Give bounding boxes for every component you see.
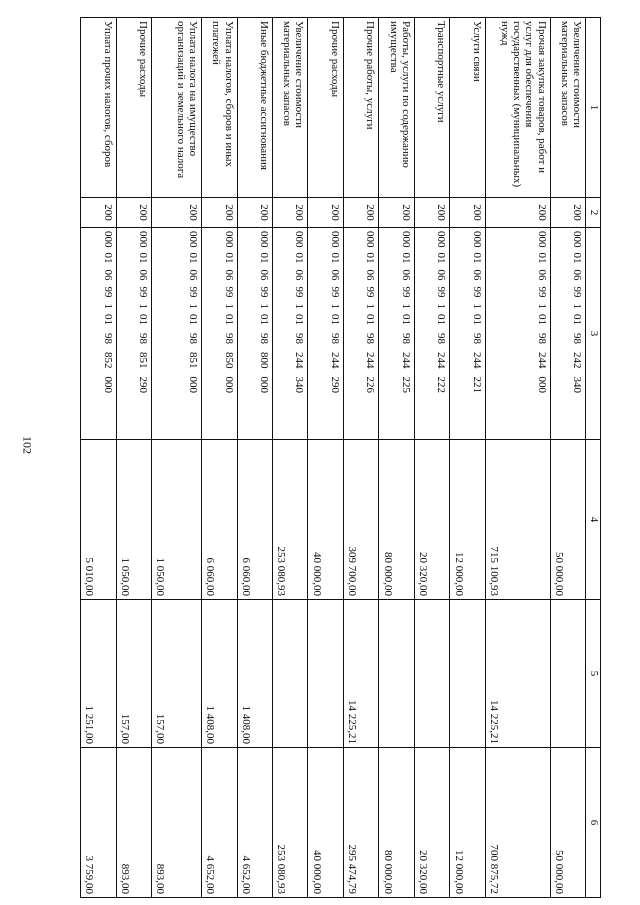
code-segment: 01 <box>187 252 200 264</box>
code-segment: 290 <box>328 376 341 393</box>
code-segment: 01 <box>222 252 235 264</box>
code-segment: 06 <box>364 269 377 281</box>
code-segment: 000 <box>470 231 483 248</box>
code-segment: 01 <box>364 252 377 264</box>
row-approved-amount: 1 050,00 <box>152 440 202 600</box>
code-segment: 000 <box>535 376 548 393</box>
code-segment: 244 <box>364 352 377 369</box>
code-segment: 06 <box>137 269 150 281</box>
row-executed-amount: 1 251,00 <box>81 600 117 748</box>
row-executed-amount <box>414 600 449 748</box>
row-line-code: 200 <box>202 198 237 228</box>
code-segment: 01 <box>535 252 548 264</box>
code-segment: 06 <box>571 269 583 281</box>
code-segment: 06 <box>101 269 114 281</box>
table-row <box>485 18 550 898</box>
row-budget-code <box>273 228 308 440</box>
code-segment: 98 <box>364 333 377 344</box>
row-remaining-amount: 50 000,00 <box>550 748 585 898</box>
row-name: Услуги связи <box>450 18 485 198</box>
header-row <box>586 18 601 898</box>
code-segment: 01 <box>101 314 114 325</box>
row-name: Прочие работы, услуги <box>343 18 378 198</box>
code-segment: 000 <box>258 231 271 248</box>
row-executed-amount <box>308 600 343 748</box>
code-segment: 01 <box>328 252 341 264</box>
row-name: Работы, услуги по содержанию имущества <box>379 18 414 198</box>
row-line-code: 200 <box>550 198 585 228</box>
code-segment: 1 <box>535 303 548 309</box>
code-segment: 852 <box>101 352 114 369</box>
code-segment: 01 <box>571 314 583 325</box>
row-remaining-amount: 700 875,72 <box>485 748 550 898</box>
row-name: Увеличение стоимости материальных запасов <box>550 18 585 198</box>
row-executed-amount: 1 408,00 <box>237 600 272 748</box>
row-budget-code <box>308 228 343 440</box>
code-segment: 244 <box>399 352 412 369</box>
code-segment: 000 <box>293 231 306 248</box>
code-segment: 1 <box>222 303 235 309</box>
row-remaining-amount: 80 000,00 <box>379 748 414 898</box>
code-segment: 244 <box>293 352 306 369</box>
code-segment: 01 <box>293 252 306 264</box>
code-segment: 01 <box>435 314 448 325</box>
row-executed-amount <box>450 600 485 748</box>
code-segment: 01 <box>470 252 483 264</box>
code-segment: 244 <box>535 352 548 369</box>
row-name: Прочая закупка товаров, работ и услуг для обеспечения государственных (муниципальных) нужд <box>485 18 550 198</box>
row-remaining-amount: 3 759,00 <box>81 748 117 898</box>
code-segment: 99 <box>470 286 483 298</box>
code-segment: 01 <box>535 314 548 325</box>
code-segment: 99 <box>399 286 412 298</box>
code-segment: 000 <box>364 231 377 248</box>
code-segment: 800 <box>258 352 271 369</box>
code-segment: 98 <box>293 333 306 344</box>
row-approved-amount: 6 060,00 <box>202 440 237 600</box>
row-budget-code <box>237 228 272 440</box>
code-segment: 290 <box>137 376 150 393</box>
row-approved-amount: 5 010,00 <box>81 440 117 600</box>
code-segment: 1 <box>101 303 114 309</box>
row-remaining-amount: 893,00 <box>116 748 151 898</box>
code-segment: 98 <box>399 333 412 344</box>
row-name: Увеличение стоимости материальных запасов <box>273 18 308 198</box>
row-approved-amount: 6 060,00 <box>237 440 272 600</box>
table-row <box>379 18 414 898</box>
row-budget-code <box>450 228 485 440</box>
code-segment: 01 <box>399 252 412 264</box>
row-line-code: 200 <box>343 198 378 228</box>
row-executed-amount <box>379 600 414 748</box>
row-budget-code <box>343 228 378 440</box>
code-segment: 1 <box>470 303 483 309</box>
code-segment: 99 <box>535 286 548 298</box>
code-segment: 000 <box>435 231 448 248</box>
code-segment: 99 <box>187 286 200 298</box>
table-row <box>308 18 343 898</box>
code-segment: 01 <box>571 252 583 264</box>
code-segment: 99 <box>328 286 341 298</box>
header-col-3: 3 <box>586 228 601 440</box>
code-segment: 1 <box>328 303 341 309</box>
row-name: Уплата налога на имущество организаций и земельного налога <box>152 18 202 198</box>
code-segment: 98 <box>470 333 483 344</box>
code-segment: 244 <box>470 352 483 369</box>
row-line-code: 200 <box>116 198 151 228</box>
row-executed-amount: 157,00 <box>152 600 202 748</box>
code-segment: 242 <box>571 352 583 369</box>
table-row <box>343 18 378 898</box>
row-remaining-amount: 295 474,79 <box>343 748 378 898</box>
code-segment: 340 <box>293 376 306 393</box>
table-row <box>273 18 308 898</box>
code-segment: 01 <box>435 252 448 264</box>
row-approved-amount: 20 320,00 <box>414 440 449 600</box>
row-line-code: 200 <box>308 198 343 228</box>
page-number: 102 <box>20 436 35 454</box>
row-remaining-amount: 12 000,00 <box>450 748 485 898</box>
code-segment: 851 <box>187 352 200 369</box>
row-approved-amount: 715 100,93 <box>485 440 550 600</box>
table-row <box>550 18 585 898</box>
code-segment: 98 <box>222 333 235 344</box>
code-segment: 222 <box>435 376 448 393</box>
code-segment: 1 <box>571 303 583 309</box>
code-segment: 340 <box>571 376 583 393</box>
row-line-code: 200 <box>485 198 550 228</box>
code-segment: 244 <box>435 352 448 369</box>
row-name: Уплата налогов, сборов и иных платежей <box>202 18 237 198</box>
code-segment: 99 <box>222 286 235 298</box>
row-line-code: 200 <box>152 198 202 228</box>
code-segment: 1 <box>187 303 200 309</box>
code-segment: 01 <box>328 314 341 325</box>
row-approved-amount: 40 000,00 <box>308 440 343 600</box>
code-segment: 01 <box>258 252 271 264</box>
code-segment: 98 <box>101 333 114 344</box>
table-row <box>202 18 237 898</box>
row-line-code: 200 <box>450 198 485 228</box>
code-segment: 000 <box>222 231 235 248</box>
header-col-6: 6 <box>586 748 601 898</box>
code-segment: 000 <box>535 231 548 248</box>
code-segment: 000 <box>137 231 150 248</box>
budget-table <box>80 17 601 898</box>
row-approved-amount: 50 000,00 <box>550 440 585 600</box>
row-line-code: 200 <box>273 198 308 228</box>
row-executed-amount: 157,00 <box>116 600 151 748</box>
row-line-code: 200 <box>237 198 272 228</box>
code-segment: 98 <box>435 333 448 344</box>
row-budget-code <box>116 228 151 440</box>
code-segment: 225 <box>399 376 412 393</box>
code-segment: 1 <box>435 303 448 309</box>
code-segment: 06 <box>399 269 412 281</box>
code-segment: 01 <box>137 314 150 325</box>
code-segment: 01 <box>222 314 235 325</box>
header-col-4: 4 <box>586 440 601 600</box>
row-executed-amount: 1 408,00 <box>202 600 237 748</box>
code-segment: 01 <box>187 314 200 325</box>
code-segment: 01 <box>258 314 271 325</box>
row-name: Прочие расходы <box>116 18 151 198</box>
row-remaining-amount: 40 000,00 <box>308 748 343 898</box>
row-remaining-amount: 4 652,00 <box>202 748 237 898</box>
code-segment: 850 <box>222 352 235 369</box>
code-segment: 99 <box>258 286 271 298</box>
code-segment: 06 <box>535 269 548 281</box>
code-segment: 06 <box>470 269 483 281</box>
row-executed-amount: 14 225,21 <box>485 600 550 748</box>
code-segment: 98 <box>258 333 271 344</box>
row-executed-amount: 14 225,21 <box>343 600 378 748</box>
row-budget-code <box>485 228 550 440</box>
code-segment: 01 <box>101 252 114 264</box>
code-segment: 99 <box>101 286 114 298</box>
table-row <box>414 18 449 898</box>
code-segment: 99 <box>137 286 150 298</box>
code-segment: 98 <box>328 333 341 344</box>
row-budget-code <box>379 228 414 440</box>
row-approved-amount: 253 080,93 <box>273 440 308 600</box>
code-segment: 06 <box>187 269 200 281</box>
row-name: Уплата прочих налогов, сборов <box>81 18 117 198</box>
code-segment: 06 <box>328 269 341 281</box>
code-segment: 000 <box>328 231 341 248</box>
row-line-code: 200 <box>379 198 414 228</box>
table-row <box>237 18 272 898</box>
table-row <box>81 18 117 898</box>
code-segment: 01 <box>293 314 306 325</box>
code-segment: 000 <box>187 376 200 393</box>
code-segment: 01 <box>399 314 412 325</box>
table-row <box>152 18 202 898</box>
row-remaining-amount: 253 080,93 <box>273 748 308 898</box>
code-segment: 06 <box>435 269 448 281</box>
code-segment: 244 <box>328 352 341 369</box>
row-executed-amount <box>273 600 308 748</box>
row-line-code: 200 <box>81 198 117 228</box>
row-name: Иные бюджетные ассигнования <box>237 18 272 198</box>
code-segment: 06 <box>293 269 306 281</box>
row-budget-code <box>81 228 117 440</box>
row-executed-amount <box>550 600 585 748</box>
code-segment: 851 <box>137 352 150 369</box>
row-remaining-amount: 4 652,00 <box>237 748 272 898</box>
code-segment: 98 <box>571 333 583 344</box>
row-line-code: 200 <box>414 198 449 228</box>
code-segment: 99 <box>293 286 306 298</box>
row-remaining-amount: 20 320,00 <box>414 748 449 898</box>
code-segment: 98 <box>187 333 200 344</box>
row-budget-code <box>152 228 202 440</box>
row-budget-code <box>550 228 585 440</box>
code-segment: 01 <box>470 314 483 325</box>
row-remaining-amount: 893,00 <box>152 748 202 898</box>
header-col-1: 1 <box>586 18 601 198</box>
code-segment: 1 <box>293 303 306 309</box>
row-budget-code <box>202 228 237 440</box>
code-segment: 1 <box>364 303 377 309</box>
row-name: Транспортные услуги <box>414 18 449 198</box>
row-approved-amount: 12 000,00 <box>450 440 485 600</box>
code-segment: 06 <box>222 269 235 281</box>
row-name: Прочие расходы <box>308 18 343 198</box>
code-segment: 000 <box>101 231 114 248</box>
code-segment: 000 <box>571 231 583 248</box>
code-segment: 1 <box>258 303 271 309</box>
header-col-2: 2 <box>586 198 601 228</box>
budget-table-sheet <box>80 17 601 897</box>
header-col-5: 5 <box>586 600 601 748</box>
code-segment: 221 <box>470 376 483 393</box>
code-segment: 000 <box>399 231 412 248</box>
row-approved-amount: 1 050,00 <box>116 440 151 600</box>
row-budget-code <box>414 228 449 440</box>
code-segment: 01 <box>364 314 377 325</box>
code-segment: 01 <box>137 252 150 264</box>
code-segment: 000 <box>258 376 271 393</box>
code-segment: 99 <box>364 286 377 298</box>
code-segment: 226 <box>364 376 377 393</box>
row-approved-amount: 80 000,00 <box>379 440 414 600</box>
table-row <box>450 18 485 898</box>
code-segment: 99 <box>435 286 448 298</box>
code-segment: 1 <box>399 303 412 309</box>
code-segment: 000 <box>101 376 114 393</box>
code-segment: 1 <box>137 303 150 309</box>
code-segment: 000 <box>187 231 200 248</box>
code-segment: 000 <box>222 376 235 393</box>
code-segment: 99 <box>571 286 583 298</box>
table-row <box>116 18 151 898</box>
code-segment: 06 <box>258 269 271 281</box>
code-segment: 98 <box>535 333 548 344</box>
row-approved-amount: 309 700,00 <box>343 440 378 600</box>
code-segment: 98 <box>137 333 150 344</box>
